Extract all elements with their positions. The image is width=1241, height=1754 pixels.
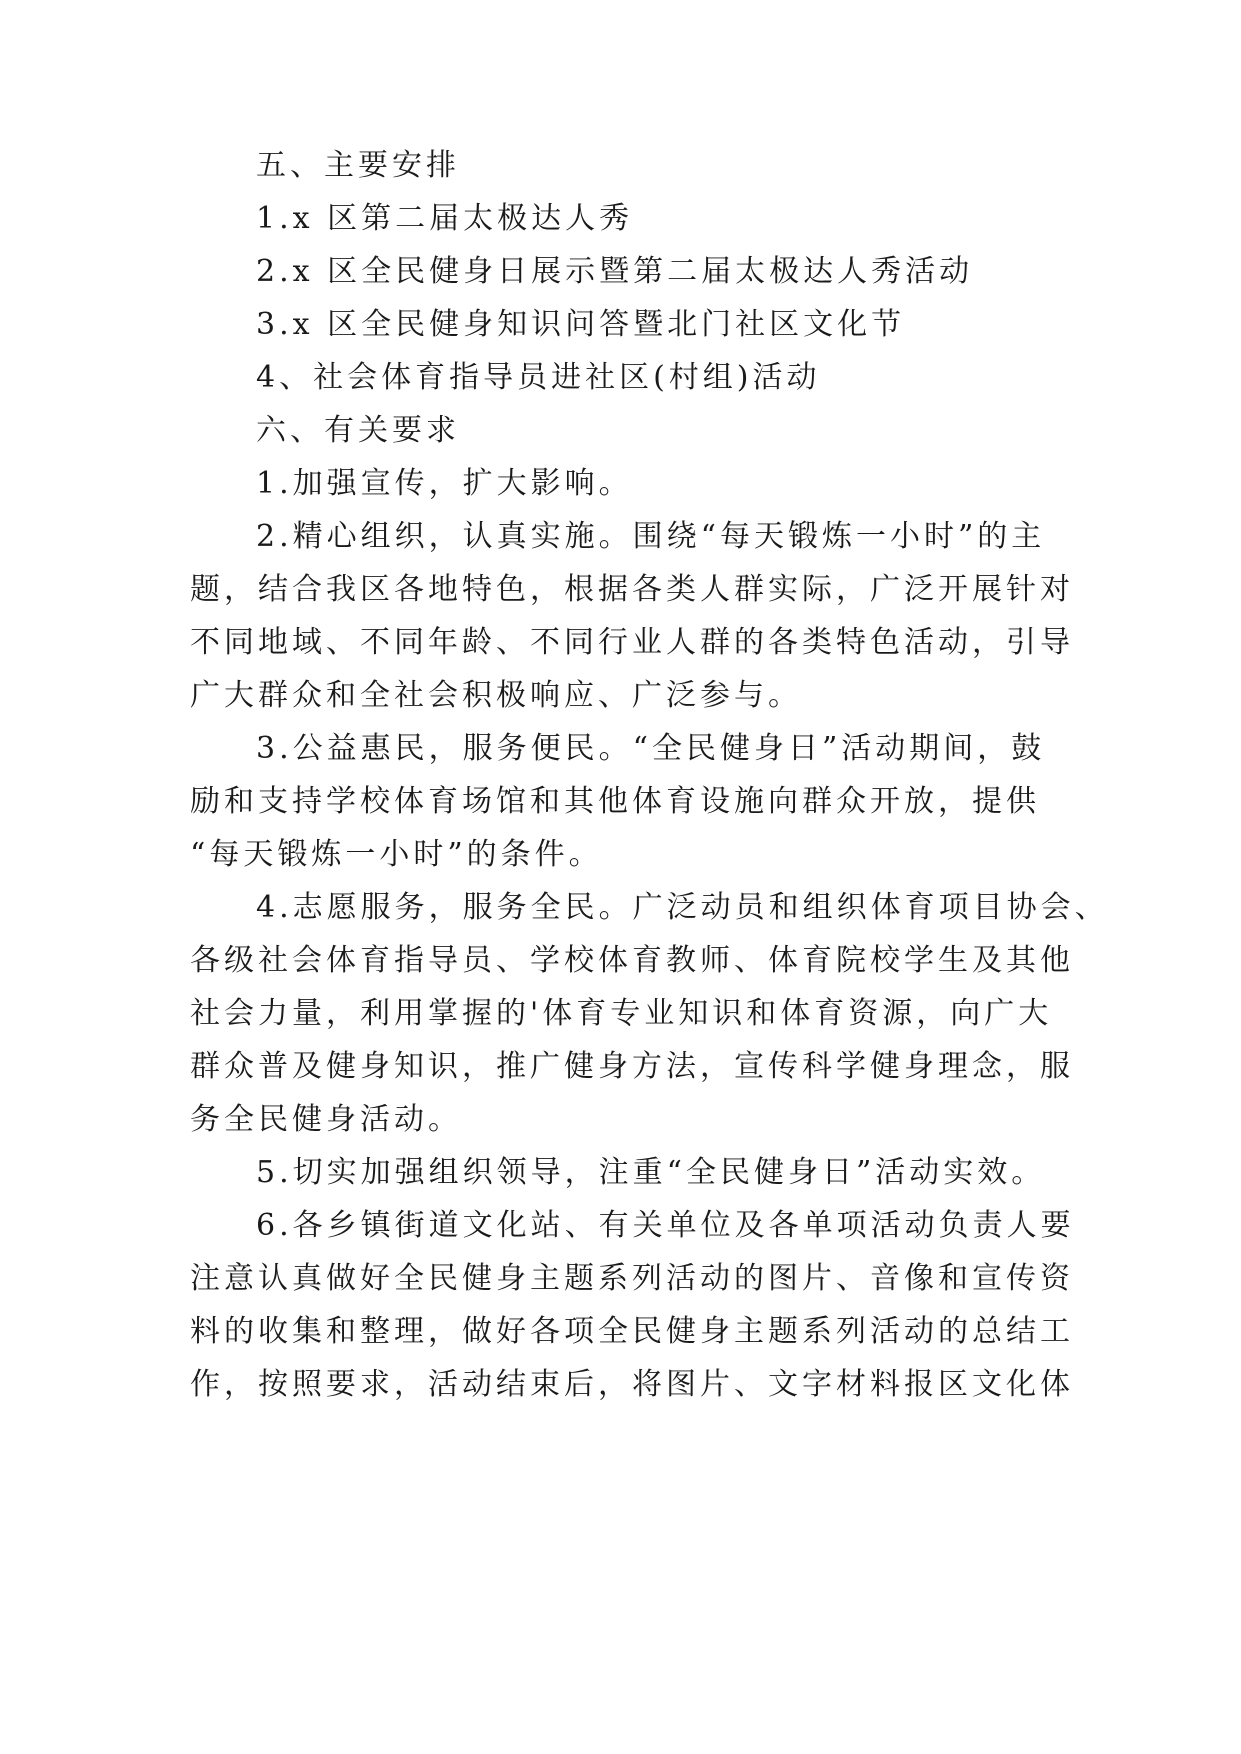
paragraph-line: 1.加强宣传，扩大影响。	[256, 466, 633, 501]
paragraph-line: 社会力量，利用掌握的'体育专业知识和体育资源，向广大	[190, 996, 1053, 1031]
paragraph-line: 料的收集和整理，做好各项全民健身主题系列活动的总结工	[190, 1314, 1074, 1349]
section-heading-5: 五、主要安排	[256, 148, 460, 183]
paragraph-line: 4.志愿服务，服务全民。广泛动员和组织体育项目协会、	[256, 890, 1109, 925]
paragraph-line: “每天锻炼一小时”的条件。	[190, 837, 603, 872]
paragraph-line: 不同地域、不同年龄、不同行业人群的各类特色活动，引导	[190, 625, 1074, 660]
list-item: 2.x 区全民健身日展示暨第二届太极达人秀活动	[256, 254, 974, 289]
section-heading-6: 六、有关要求	[256, 413, 460, 448]
paragraph-line: 励和支持学校体育场馆和其他体育设施向群众开放，提供	[190, 784, 1040, 819]
list-item: 3.x 区全民健身知识问答暨北门社区文化节	[256, 307, 906, 342]
paragraph-line: 5.切实加强组织领导，注重“全民健身日”活动实效。	[256, 1155, 1046, 1190]
paragraph-line: 群众普及健身知识，推广健身方法，宣传科学健身理念，服	[190, 1049, 1074, 1084]
list-item: 4、社会体育指导员进社区(村组)活动	[256, 360, 821, 395]
paragraph-line: 务全民健身活动。	[190, 1102, 462, 1137]
paragraph-line: 注意认真做好全民健身主题系列活动的图片、音像和宣传资	[190, 1261, 1074, 1296]
list-item: 1.x 区第二届太极达人秀	[256, 201, 634, 236]
paragraph-line: 题，结合我区各地特色，根据各类人群实际，广泛开展针对	[190, 572, 1074, 607]
paragraph-line: 6.各乡镇街道文化站、有关单位及各单项活动负责人要	[256, 1208, 1075, 1243]
paragraph-line: 广大群众和全社会积极响应、广泛参与。	[190, 678, 802, 713]
paragraph-line: 3.公益惠民，服务便民。“全民健身日”活动期间，鼓	[256, 731, 1046, 766]
paragraph-line: 2.精心组织，认真实施。围绕“每天锻炼一小时”的主	[256, 519, 1046, 554]
paragraph-line: 各级社会体育指导员、学校体育教师、体育院校学生及其他	[190, 943, 1074, 978]
paragraph-line: 作，按照要求，活动结束后，将图片、文字材料报区文化体	[190, 1367, 1074, 1402]
